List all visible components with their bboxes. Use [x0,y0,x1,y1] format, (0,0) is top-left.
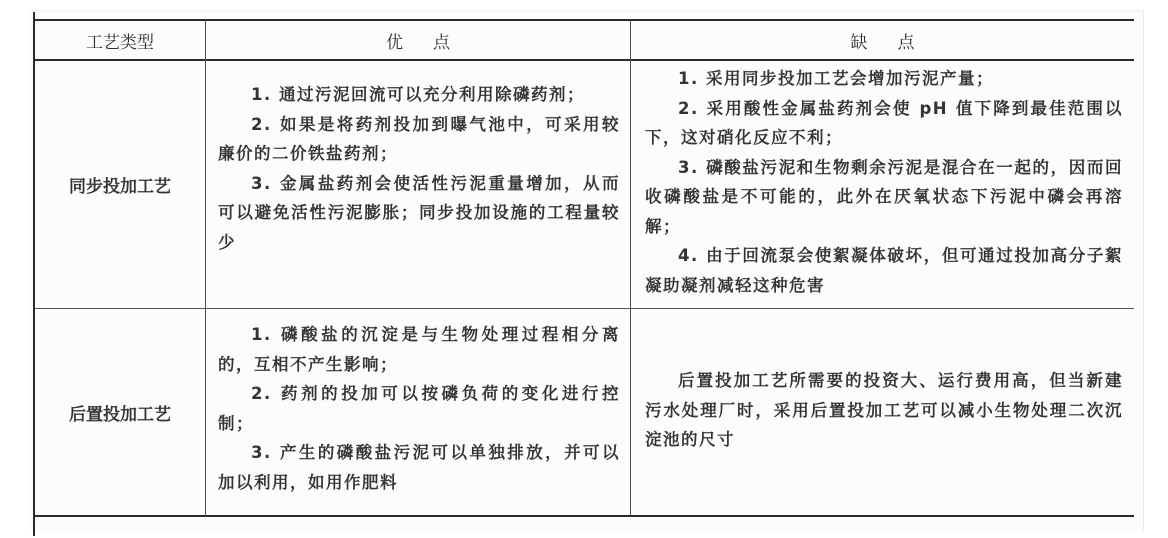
disadvantage-item: 4. 由于回流泵会使絮凝体破坏，但可通过投加高分子絮凝助凝剂减轻这种危害 [645,246,1123,295]
header-disadvantages: 缺点 [850,32,945,53]
header-advantages: 优点 [386,32,480,53]
disadvantage-item: 1. 采用同步投加工艺会增加污泥产量； [678,69,994,88]
row2-advantages [218,320,620,497]
row-label-simultaneous-dosing: 同步投加工艺 [69,177,171,197]
disadvantage-item: 后置投加工艺所需要的投资大、运行费用高，但当新建污水处理厂时，采用后置投加工艺可以减小生物处理二次沉淀池的尺寸 [645,371,1123,449]
column-divider [630,20,631,516]
advantage-item: 2. 药剂的投加可以按磷负荷的变化进行控制； [218,384,620,433]
row2-disadvantages [645,366,1123,455]
advantage-item: 2. 如果是将药剂投加到曝气池中，可采用较廉价的二价铁盐药剂； [218,114,620,163]
advantage-item: 1. 磷酸盐的沉淀是与生物处理过程相分离的，互相不产生影响； [218,325,620,374]
row1-disadvantages [645,64,1123,300]
advantage-item: 3. 金属盐药剂会使活性污泥重量增加，从而可以避免活性污泥膨胀；同步投加设施的工程量较少 [218,173,620,252]
disadvantage-item: 3. 磷酸盐污泥和生物剩余污泥是混合在一起的，因而回收磷酸盐是不可能的，此外在厌氧状态下污泥中磷会再溶解； [645,157,1123,236]
disadvantage-item: 2. 采用酸性金属盐药剂会使 pH 值下降到最佳范围以下，这对硝化反应不利； [645,98,1123,147]
column-divider [205,20,206,516]
advantage-item: 1. 通过污泥回流可以充分利用除磷药剂； [251,85,585,104]
row1-advantages [218,80,620,257]
header-process-type: 工艺类型 [86,32,154,53]
advantage-item: 3. 产生的磷酸盐污泥可以单独排放，并可以加以利用，如用作肥料 [218,443,620,492]
table-bottom-rule [35,515,1134,517]
row-label-post-dosing: 后置投加工艺 [69,404,171,425]
